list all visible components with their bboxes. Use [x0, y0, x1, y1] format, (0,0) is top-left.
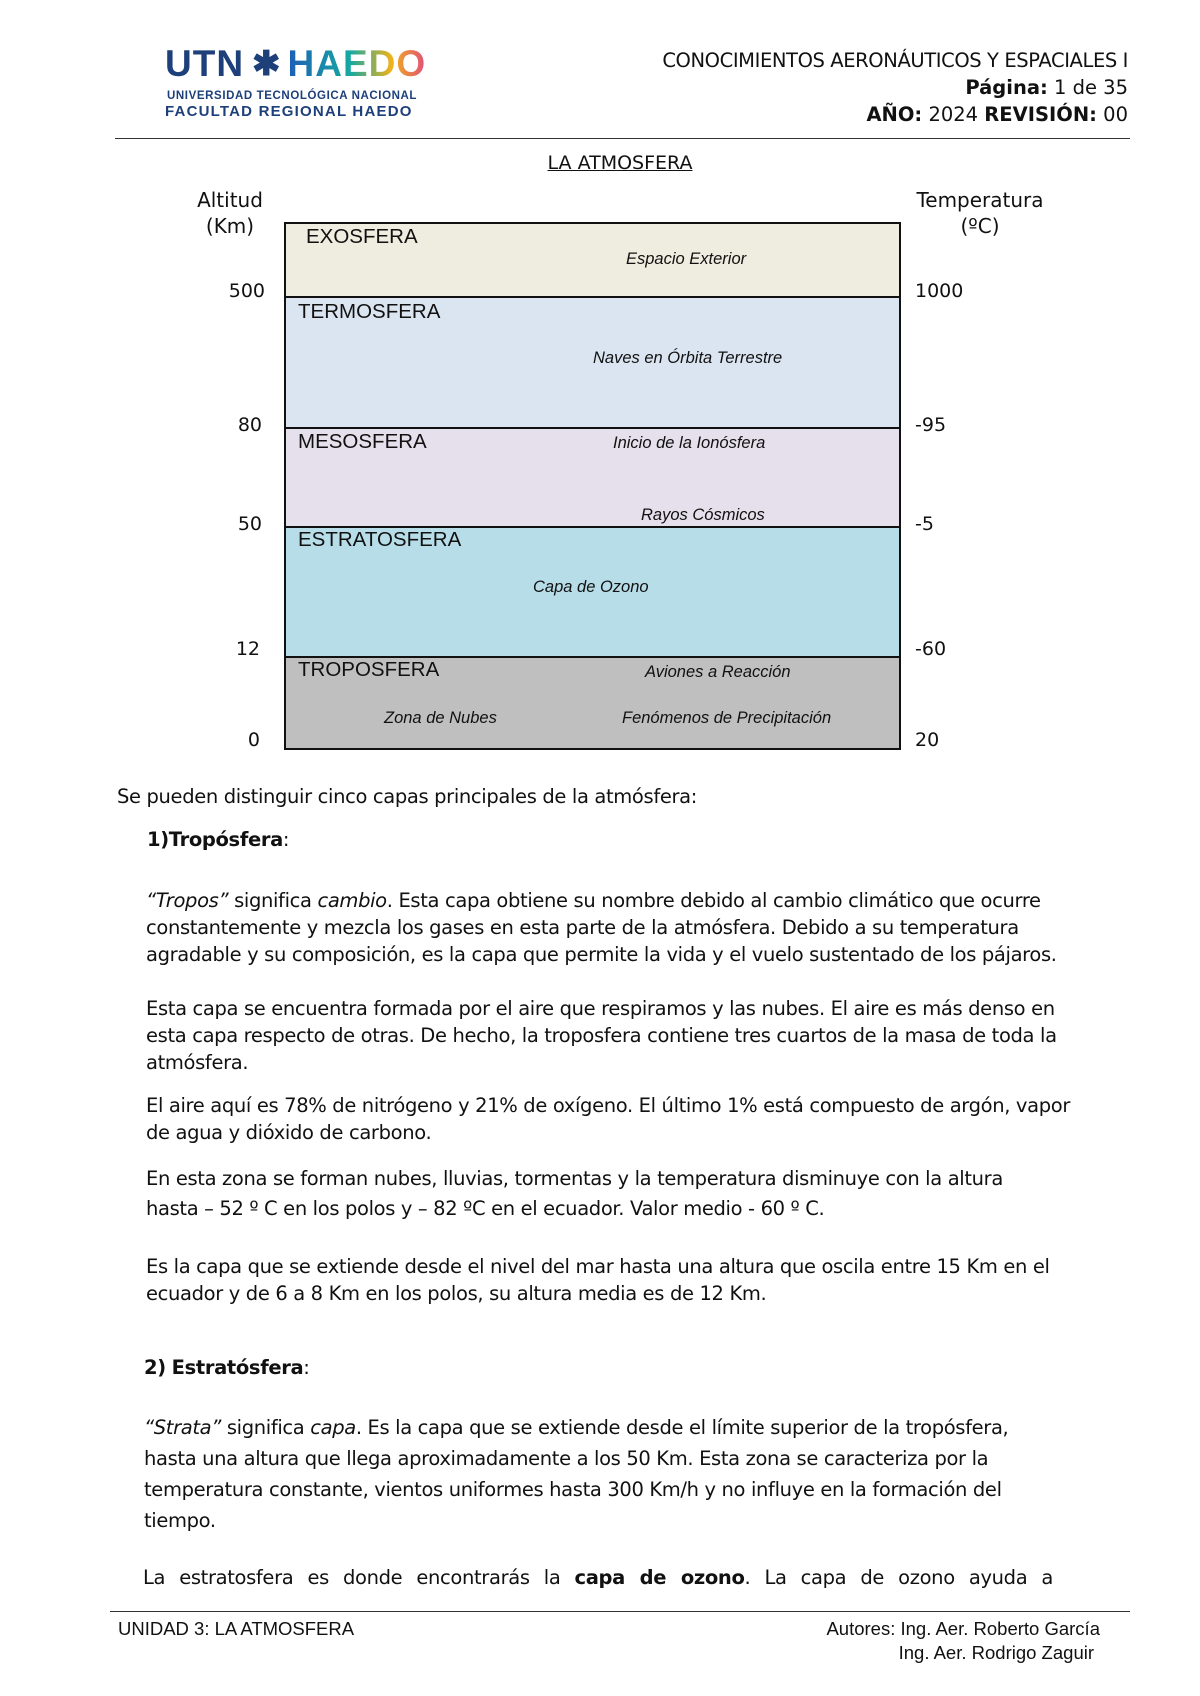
term-capa-de-ozono: capa de ozono: [574, 1566, 745, 1589]
atmosphere-layers-diagram: [284, 222, 901, 750]
altitude-unit: (Km): [205, 214, 255, 238]
logo-utn: UTN: [165, 43, 245, 84]
text-run: significa: [221, 1416, 311, 1439]
altitude-tick: 0: [247, 729, 260, 751]
altitude-tick: 12: [235, 638, 260, 660]
layer-mesosfera: [286, 427, 899, 526]
footer-author-1: Autores: Ing. Aer. Roberto García: [826, 1618, 1100, 1639]
layer-note: Rayos Cósmicos: [641, 506, 765, 524]
temperature-tick: -95: [915, 414, 947, 436]
text-line: El aire aquí es 78% de nitrógeno y 21% de oxígeno. El último 1% está compuesto de argón, vapor: [146, 1094, 1071, 1117]
text-line: de agua y dióxido de carbono.: [146, 1121, 432, 1144]
diagram-title: [0, 152, 1200, 174]
footer-unit: UNIDAD 3: LA ATMOSFERA: [118, 1618, 355, 1639]
revision-value: 00: [1103, 103, 1128, 126]
layer-troposfera: [286, 656, 899, 748]
temperature-axis-header: [900, 187, 1060, 239]
text-line: agradable y su composición, es la capa que permite la vida y el vuelo sustentado de los pájaros.: [146, 943, 1057, 966]
term-cambio: cambio: [317, 889, 387, 912]
text-line: constantemente y mezcla los gases en esta parte de la atmósfera. Debido a su temperatura: [146, 916, 1019, 939]
logo-university: UNIVERSIDAD TECNOLÓGICA NACIONAL: [167, 90, 418, 102]
text-run: . Es la capa que se extiende desde el límite superior de la tropósfera,: [355, 1416, 1009, 1439]
text-line: En esta zona se forman nubes, lluvias, tormentas y la temperatura disminuye con la altura: [146, 1167, 1003, 1190]
section-colon: :: [303, 1356, 310, 1379]
paragraph-weather: [146, 1164, 1126, 1224]
page-value: 1 de 35: [1054, 76, 1128, 99]
layer-note: Zona de Nubes: [384, 709, 497, 727]
layer-name: TERMOSFERA: [298, 300, 441, 323]
logo-faculty: FACULTAD REGIONAL HAEDO: [165, 103, 413, 120]
section-heading-troposfera: [147, 826, 289, 853]
text-line: hasta una altura que llega aproximadamente a los 50 Km. Esta zona se caracteriza por la: [144, 1447, 989, 1470]
page-label: Página:: [965, 76, 1048, 99]
text-line: Es la capa que se extiende desde el nivel del mar hasta una altura que oscila entre 15 Km en el: [146, 1255, 1050, 1278]
footer-divider: [110, 1611, 1130, 1612]
temperature-unit: (ºC): [960, 214, 1000, 238]
text-line: atmósfera.: [146, 1051, 249, 1074]
section-title: Tropósfera: [168, 828, 283, 851]
paragraph-ozone: [143, 1564, 1053, 1591]
page-number: [662, 74, 1128, 101]
temperature-tick: 20: [915, 729, 940, 751]
section-number: 1): [147, 828, 169, 851]
text-line: [144, 1412, 1064, 1443]
temperature-tick: -5: [915, 513, 934, 535]
text-line: Esta capa se encuentra formada por el aire que respiramos y las nubes. El aire es más denso en: [146, 997, 1055, 1020]
layer-exosfera: [286, 224, 899, 296]
text-line: temperatura constante, vientos uniformes hasta 300 Km/h y no influye en la formación del: [144, 1478, 1002, 1501]
paragraph-gases: [146, 1092, 1136, 1146]
layer-estratosfera: [286, 526, 899, 656]
course-title: CONOCIMIENTOS AERONÁUTICOS Y ESPACIALES I: [662, 49, 1128, 72]
layer-name: ESTRATOSFERA: [298, 528, 462, 551]
section-heading-estratosfera: [144, 1354, 310, 1381]
temperature-tick: -60: [915, 638, 947, 660]
intro-paragraph: Se pueden distinguir cinco capas principales de la atmósfera:: [117, 785, 697, 808]
paragraph-strata: [144, 1412, 1064, 1536]
layer-name: TROPOSFERA: [298, 658, 440, 681]
year-value: 2024: [928, 103, 979, 126]
altitude-tick: 500: [228, 280, 265, 302]
text-line: esta capa respecto de otras. De hecho, la troposfera contiene tres cuartos de la masa de toda la: [146, 1024, 1057, 1047]
diagram-title-text: LA ATMOSFERA: [547, 152, 693, 174]
header-info: [662, 47, 1128, 128]
altitude-tick: 80: [237, 414, 262, 436]
text-line: hasta – 52 º C en los polos y – 82 ºC en el ecuador. Valor medio - 60 º C.: [146, 1197, 825, 1220]
layer-note: Fenómenos de Precipitación: [622, 709, 832, 727]
text-run: significa: [228, 889, 318, 912]
logo-star-icon: ✱: [252, 45, 282, 83]
altitude-tick: 50: [237, 513, 262, 535]
paragraph-tropos: [146, 887, 1126, 968]
text-line: [146, 887, 1126, 914]
term-strata: “Strata”: [144, 1416, 221, 1439]
logo: [165, 44, 465, 120]
year-label: AÑO:: [866, 103, 923, 126]
altitude-label: Altitud: [197, 188, 263, 212]
layer-termosfera: [286, 296, 899, 427]
paragraph-composition: [146, 995, 1126, 1076]
footer-author-2: Ing. Aer. Rodrigo Zaguir: [898, 1642, 1094, 1663]
revision-label: REVISIÓN:: [984, 103, 1097, 126]
layer-name: MESOSFERA: [298, 430, 427, 453]
text-line: tiempo.: [144, 1509, 216, 1532]
header-divider: [115, 138, 1130, 139]
temperature-label: Temperatura: [916, 188, 1044, 212]
logo-wordmark: [165, 44, 465, 84]
altitude-axis-header: [180, 187, 280, 239]
paragraph-height: [146, 1253, 1126, 1307]
temperature-tick: 1000: [915, 280, 964, 302]
text-run: . Esta capa obtiene su nombre debido al cambio climático que ocurre: [386, 889, 1041, 912]
layer-note: Naves en Órbita Terrestre: [593, 349, 783, 367]
logo-haedo: HAEDO: [287, 43, 427, 84]
layer-note: Inicio de la Ionósfera: [613, 434, 766, 452]
term-capa: capa: [310, 1416, 356, 1439]
text-run: . La capa de ozono ayuda a: [744, 1566, 1053, 1589]
layer-note: Capa de Ozono: [533, 578, 649, 596]
term-tropos: “Tropos”: [146, 889, 229, 912]
layer-note: Espacio Exterior: [626, 250, 747, 268]
layer-note: Aviones a Reacción: [645, 663, 791, 681]
year-revision: [662, 101, 1128, 128]
text-line: ecuador y de 6 a 8 Km en los polos, su altura media es de 12 Km.: [146, 1282, 767, 1305]
section-number: 2): [144, 1356, 166, 1379]
text-run: La estratosfera es donde encontrarás la: [143, 1566, 575, 1589]
layer-name: EXOSFERA: [306, 225, 418, 248]
footer-authors: [826, 1617, 1100, 1665]
section-title: Estratósfera: [171, 1356, 304, 1379]
section-colon: :: [282, 828, 290, 851]
